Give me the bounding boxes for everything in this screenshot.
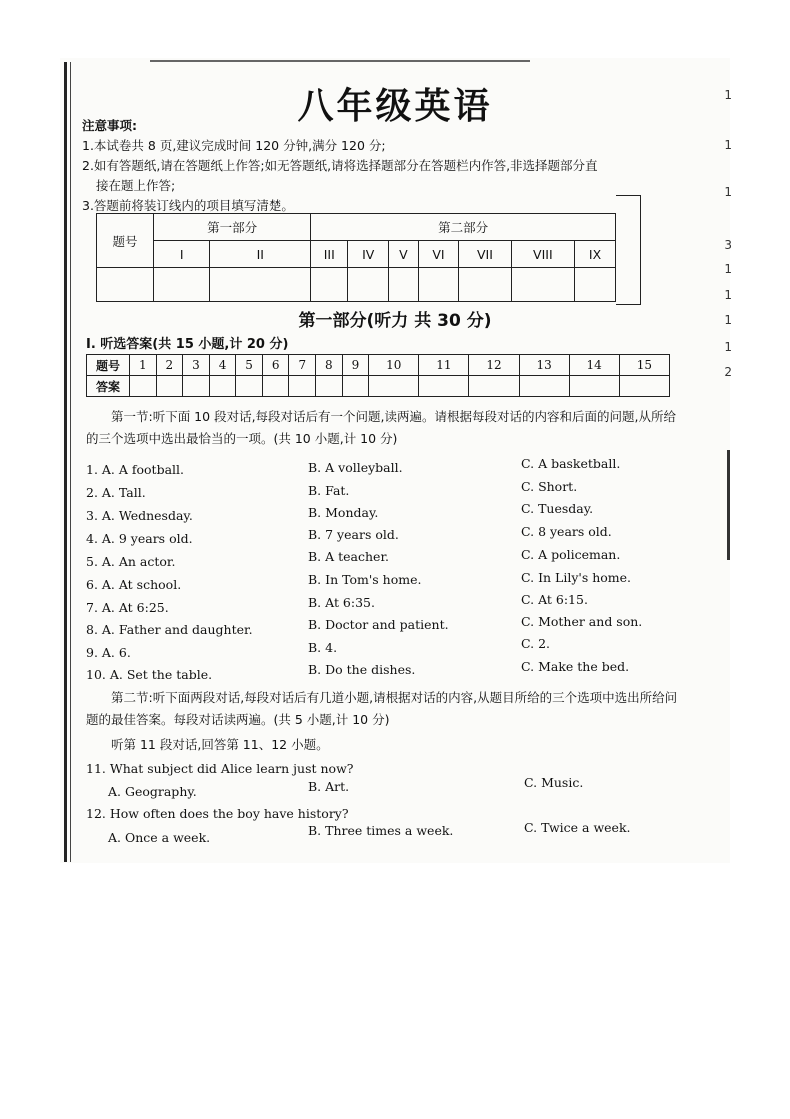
question-6-option-a: 6. A. At school. [86,577,182,592]
part-two-instructions: 第二节:听下面两段对话,每段对话后有几道小题,请根据对话的内容,从题目所给的三个选项中选出所给问题的最佳答案。每段对话读两遍。(共 5 小题,计 10 分) [86,690,678,727]
edge-mark: 1 [724,262,732,276]
answer-number: 8 [316,355,343,376]
edge-mark: 1 [724,288,732,302]
answer-cell[interactable] [262,376,289,397]
question-5-option-a: 5. A. An actor. [86,554,176,569]
score-table [96,213,616,302]
edge-mark: 1 [724,340,732,354]
answer-cell[interactable] [619,376,669,397]
answer-cell[interactable] [342,376,369,397]
edge-bar [727,450,730,560]
score-total-box [616,195,641,305]
answer-number: 3 [183,355,210,376]
notes-heading: 注意事项: [82,118,137,133]
answer-cell[interactable] [519,376,569,397]
score-cell[interactable] [511,268,575,302]
binding-line-inner [70,62,71,862]
score-label: 题号 [97,214,154,268]
question-8-option-b: B. Doctor and patient. [308,617,449,632]
score-cell[interactable] [459,268,511,302]
notes-block [82,116,692,216]
question-12-stem: 12. How often does the boy have history? [86,806,349,821]
question-11-stem: 11. What subject did Alice learn just now? [86,761,354,776]
score-roman: V [389,241,418,268]
score-cell[interactable] [97,268,154,302]
score-roman: VII [459,241,511,268]
answer-cell[interactable] [369,376,419,397]
question-2-option-a: 2. A. Tall. [86,485,146,500]
answer-number: 14 [569,355,619,376]
edge-mark: 1 [724,313,732,327]
answer-number: 4 [209,355,236,376]
answer-cell[interactable] [130,376,157,397]
question-12-option-a: A. Once a week. [108,830,211,845]
page-title: 八年级英语 [297,86,493,127]
question-3-option-b: B. Monday. [308,505,379,520]
score-cell[interactable] [575,268,616,302]
score-roman: IV [348,241,389,268]
question-10-option-c: C. Make the bed. [521,659,630,674]
answer-row-label: 题号 [87,355,130,376]
question-6-option-c: C. In Lily's home. [521,570,632,585]
question-10-option-b: B. Do the dishes. [308,662,416,677]
question-8-option-a: 8. A. Father and daughter. [86,622,253,637]
question-11-option-a: A. Geography. [108,784,197,799]
answer-cell[interactable] [469,376,519,397]
score-roman: VIII [511,241,575,268]
answer-cell[interactable] [289,376,316,397]
question-10-option-a: 10. A. Set the table. [86,667,213,682]
question-7-option-c: C. At 6:15. [521,592,588,607]
answer-cell[interactable] [236,376,263,397]
question-1-option-c: C. A basketball. [521,456,621,471]
answer-cell[interactable] [569,376,619,397]
edge-mark: 3 [724,238,732,252]
question-12-option-c: C. Twice a week. [524,820,631,835]
score-roman: I [154,241,210,268]
answer-number: 15 [619,355,669,376]
answer-number: 5 [236,355,263,376]
answer-table [86,354,670,397]
answer-row-label: 答案 [87,376,130,397]
edge-mark: 2 [724,365,732,379]
score-roman: III [311,241,348,268]
question-5-option-b: B. A teacher. [308,549,390,564]
question-5-option-c: C. A policeman. [521,547,621,562]
question-2-option-b: B. Fat. [308,483,350,498]
question-9-option-b: B. 4. [308,640,338,655]
question-8-option-c: C. Mother and son. [521,614,643,629]
answer-cell[interactable] [316,376,343,397]
question-4-option-c: C. 8 years old. [521,524,612,539]
score-cell[interactable] [311,268,348,302]
score-cell[interactable] [418,268,459,302]
question-9-option-a: 9. A. 6. [86,645,131,660]
notes-item: 3.答题前将装订线内的项目填写清楚。 [82,198,294,213]
notes-item: 1.本试卷共 8 页,建议完成时间 120 分钟,满分 120 分; [82,138,386,153]
score-cell[interactable] [210,268,311,302]
question-1-option-b: B. A volleyball. [308,460,403,475]
question-3-option-a: 3. A. Wednesday. [86,508,193,523]
answer-number: 1 [130,355,157,376]
question-7-option-a: 7. A. At 6:25. [86,600,169,615]
answer-cell[interactable] [209,376,236,397]
question-2-option-c: C. Short. [521,479,578,494]
question-4-option-a: 4. A. 9 years old. [86,531,193,546]
edge-mark: 1 [724,88,732,102]
answer-cell[interactable] [419,376,469,397]
question-9-option-c: C. 2. [521,636,550,651]
question-3-option-c: C. Tuesday. [521,501,594,516]
answer-number: 11 [419,355,469,376]
question-11-option-b: B. Art. [308,779,350,794]
question-11-option-c: C. Music. [524,775,584,790]
binding-line [64,62,67,862]
score-cell[interactable] [348,268,389,302]
score-cell[interactable] [154,268,210,302]
part-one-instructions: 第一节:听下面 10 段对话,每段对话后有一个问题,读两遍。请根据每段对话的内容和后面的问题,从所给的三个选项中选出最恰当的一项。(共 10 小题,计 10 分) [86,409,676,446]
notes-item: 2.如有答题纸,请在答题纸上作答;如无答题纸,请将选择题部分在答题栏内作答,非选择题部分直 [82,158,598,173]
notes-item: 接在题上作答; [96,178,176,193]
score-cell[interactable] [389,268,418,302]
edge-mark: 1 [724,185,732,199]
score-roman: IX [575,241,616,268]
part1-title: 第一部分(听力 共 30 分) [298,311,492,331]
answer-number: 12 [469,355,519,376]
answer-number: 9 [342,355,369,376]
edge-mark: 1 [724,138,732,152]
score-roman: VI [418,241,459,268]
answer-number: 13 [519,355,569,376]
question-6-option-b: B. In Tom's home. [308,572,422,587]
answer-number: 6 [262,355,289,376]
question-1-option-a: 1. A. A football. [86,462,184,477]
question-12-option-b: B. Three times a week. [308,823,454,838]
answer-cell[interactable] [156,376,183,397]
answer-number: 7 [289,355,316,376]
dialog11-intro: 听第 11 段对话,回答第 11、12 小题。 [111,737,329,752]
question-7-option-b: B. At 6:35. [308,595,375,610]
answer-cell[interactable] [183,376,210,397]
question-4-option-b: B. 7 years old. [308,527,399,542]
score-part1-header: 第一部分 [154,214,311,241]
header-strip [150,60,530,62]
answer-number: 2 [156,355,183,376]
section1-heading: I. 听选答案(共 15 小题,计 20 分) [86,337,289,352]
score-part2-header: 第二部分 [311,214,616,241]
answer-number: 10 [369,355,419,376]
score-roman: II [210,241,311,268]
